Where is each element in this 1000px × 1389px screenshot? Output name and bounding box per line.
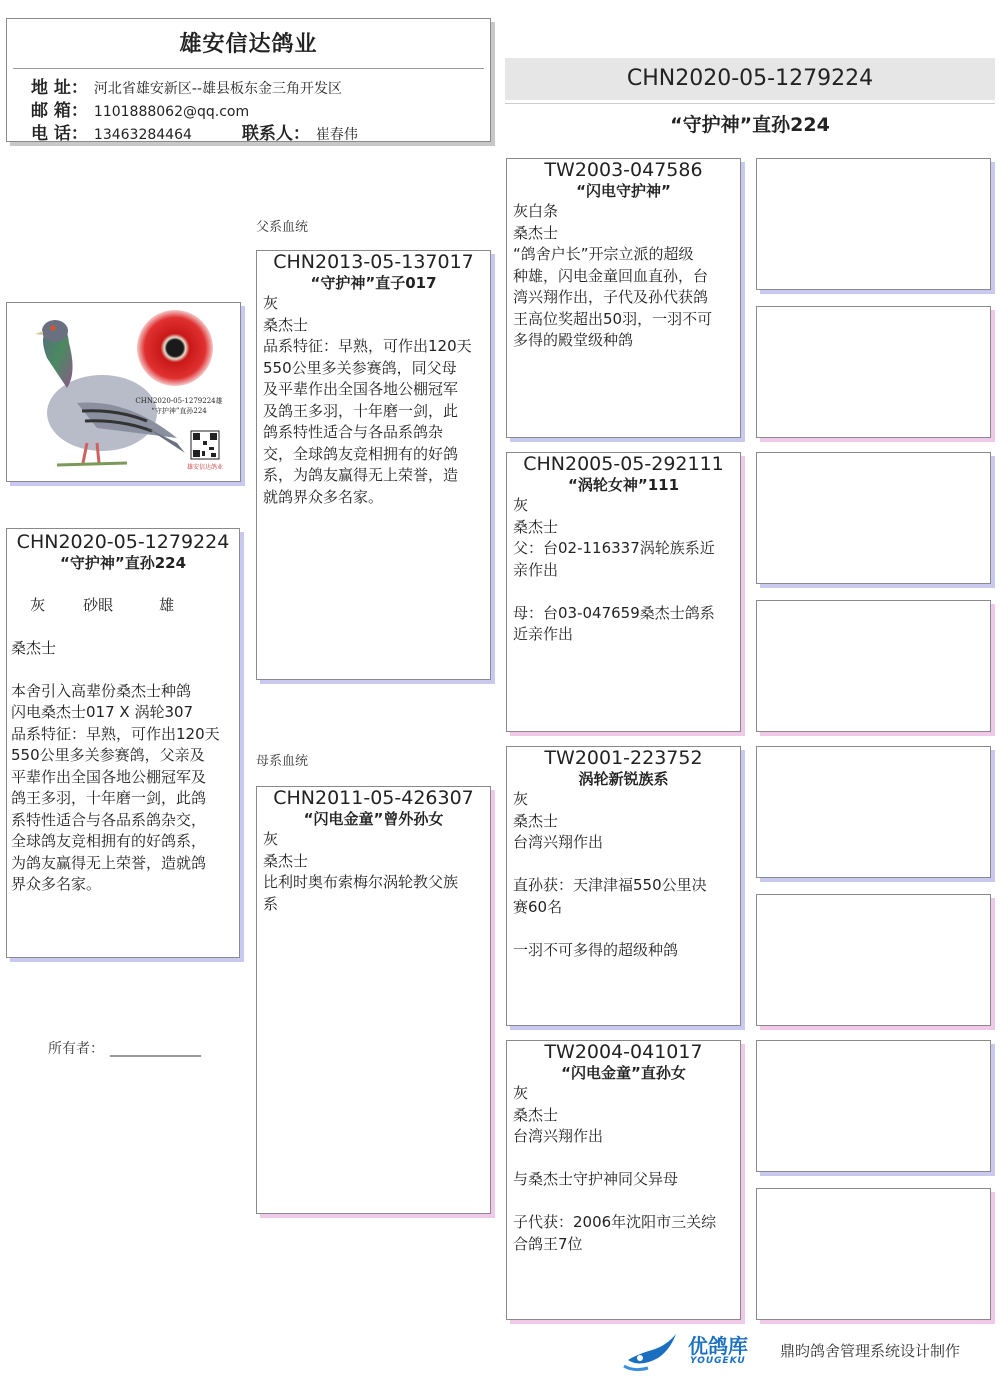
great-grandparent-card-2 <box>756 306 991 438</box>
sd-line: 近亲作出 <box>513 625 574 643</box>
ss-line: 湾兴翔作出，子代及孙代获鸽 <box>513 288 709 306</box>
sire-line: 灰 <box>263 294 279 312</box>
phone-value: 13463284464 <box>93 127 192 143</box>
sire-line: 交，全球鸽友竞相拥有的好鸽 <box>263 444 459 463</box>
dam-dam-card <box>506 1040 741 1320</box>
subject-line: 界众多名家。 <box>11 875 102 893</box>
sire-line: 及鸽王多羽，十年磨一剑，此 <box>263 401 459 420</box>
subject-line: 品系特征：早熟，可作出120天 <box>11 724 220 743</box>
ds-ring: TW2001-223752 <box>544 747 703 769</box>
subject-description <box>7 681 239 896</box>
ds-line: 桑杰士 <box>513 811 559 830</box>
great-grandparent-card-8 <box>756 1188 991 1320</box>
sd-line: 父：台02-116337涡轮族系近 <box>513 539 715 557</box>
great-grandparent-card-1 <box>756 158 991 290</box>
sire-line: 鸽系特性适合与各品系鸽杂 <box>263 423 444 441</box>
ds-line: 灰 <box>513 790 529 808</box>
sire-card <box>256 250 491 680</box>
dam-line: 系 <box>263 894 279 913</box>
sire-line: 系，为鸽友赢得无上荣誉，造 <box>263 466 459 484</box>
ds-line: 直孙获：天津津福550公里决 <box>513 876 707 894</box>
address-row <box>31 77 490 100</box>
ds-line: 赛60名 <box>513 897 563 916</box>
photo-caption-name: “守护神”直孙224 <box>151 407 207 415</box>
ss-line: 多得的殿堂级种鸽 <box>513 331 634 349</box>
sire-line: 桑杰士 <box>263 315 309 334</box>
email-label: 邮 箱： <box>31 101 88 121</box>
dam-card <box>256 786 491 1214</box>
address-value: 河北省雄安新区--雄县板东金三角开发区 <box>93 81 343 97</box>
subject-name: “守护神”直孙224 <box>59 554 187 572</box>
subject-line: 550公里多关参赛鸽，父亲及 <box>11 746 205 764</box>
ss-line: 王高位奖超出50羽，一羽不可 <box>513 309 713 328</box>
subject-ring: CHN2020-05-1279224 <box>16 531 230 553</box>
sd-line: 母：台03-047659桑杰士鸽系 <box>513 603 715 622</box>
dd-ring: TW2004-041017 <box>544 1041 703 1063</box>
subject-line: 平辈作出全国各地公棚冠军及 <box>11 767 207 786</box>
sire-name: “守护神”直子017 <box>310 274 437 292</box>
owner-blank: _____________ <box>110 1041 201 1057</box>
sire-section-label: 父系血统 <box>256 220 309 235</box>
subject-attributes <box>7 573 239 638</box>
dam-name: “闪电金童”曾外孙女 <box>303 810 444 828</box>
dam-section-label: 母系血统 <box>256 754 309 769</box>
banner-name: “守护神”直孙224 <box>670 114 830 136</box>
subject-line: 鸽王多羽，十年磨一剑，此鸽 <box>11 789 207 807</box>
dd-line: 与桑杰士守护神同父异母 <box>513 1170 679 1188</box>
banner-underline <box>505 103 995 104</box>
subject-line: 系特性适合与各品系鸽杂交， <box>11 810 207 829</box>
sd-line: 亲作出 <box>513 560 559 579</box>
footer-logo <box>620 1328 770 1372</box>
ss-line: 灰白条 <box>513 202 559 220</box>
owner-label: 所有者： <box>48 1041 104 1057</box>
sd-name: “涡轮女神”111 <box>567 476 680 494</box>
subject-line: 本舍引入高辈份桑杰士种鸽 <box>11 681 192 700</box>
phone-row <box>31 123 490 146</box>
dam-line: 桑杰士 <box>263 851 309 870</box>
dd-line: 灰 <box>513 1084 529 1102</box>
qr-code-icon <box>191 431 219 459</box>
ss-line: 桑杰士 <box>513 223 559 242</box>
ds-line: 台湾兴翔作出 <box>513 833 604 851</box>
dd-line: 子代获：2006年沈阳市三关综 <box>513 1213 717 1231</box>
ss-name: “闪电守护神” <box>576 182 671 200</box>
phone-label: 电 话： <box>31 124 88 144</box>
contact-label: 联系人： <box>241 124 310 144</box>
sd-line: 灰 <box>513 496 529 514</box>
swirl-logo-icon <box>620 1328 680 1372</box>
email-value: 1101888062@qq.com <box>93 104 250 120</box>
address-label: 地 址： <box>31 78 88 98</box>
pigeon-image <box>7 303 240 481</box>
sire-line: 就鸽界众多名家。 <box>263 487 384 506</box>
footer-credit: 鼎昀鸽舍管理系统设计制作 <box>780 1342 961 1360</box>
dam-line: 比利时奥布索梅尔涡轮教父族 <box>263 873 459 891</box>
great-grandparent-card-3 <box>756 452 991 584</box>
ds-line: 一羽不可多得的超级种鸽 <box>513 940 679 959</box>
photo-loft-name: 雄安信达鸽业 <box>186 464 224 471</box>
dam-line: 灰 <box>263 830 279 848</box>
dam-sire-card <box>506 746 741 1026</box>
great-grandparent-card-5 <box>756 746 991 878</box>
dd-line: 台湾兴翔作出 <box>513 1127 604 1145</box>
ss-line: “鸽舍户长”开宗立派的超级 <box>513 245 694 263</box>
subject-line: 为鸽友赢得无上荣誉，造就鸽 <box>11 853 207 872</box>
contact-value: 崔春伟 <box>315 127 358 143</box>
sd-line: 桑杰士 <box>513 517 559 536</box>
logo-en-text: YOUGEKU <box>690 1356 746 1366</box>
ss-ring: TW2003-047586 <box>544 159 703 181</box>
sire-ring: CHN2013-05-137017 <box>273 251 474 273</box>
company-name: 雄安信达鸽业 <box>179 32 318 57</box>
great-grandparent-card-6 <box>756 894 991 1026</box>
banner-ring: CHN2020-05-1279224 <box>626 66 874 91</box>
dd-name: “闪电金童”直孙女 <box>561 1064 686 1082</box>
sire-line: 550公里多关参赛鸽，同父母 <box>263 358 457 377</box>
sire-sire-card <box>506 158 741 438</box>
logo-cn-text: 优鸽库 <box>688 1334 748 1358</box>
subject-line: 闪电桑杰士017 X 涡轮307 <box>11 703 194 721</box>
subject-strain: 桑杰士 <box>11 638 57 657</box>
ds-name: 涡轮新锐族系 <box>578 770 669 788</box>
great-grandparent-card-7 <box>756 1040 991 1172</box>
great-grandparent-card-4 <box>756 600 991 732</box>
dd-line: 桑杰士 <box>513 1105 559 1124</box>
photo-caption-ring: CHN2020-05-1279224雄 <box>135 397 223 405</box>
sire-dam-card <box>506 452 741 732</box>
email-row <box>31 100 490 123</box>
header-box <box>6 18 491 142</box>
subject-card <box>6 528 240 958</box>
dam-ring: CHN2011-05-426307 <box>273 787 474 809</box>
sire-line: 及平辈作出全国各地公棚冠军 <box>263 380 459 398</box>
subject-eye: 砂眼 <box>83 595 114 614</box>
owner-line <box>48 1038 201 1058</box>
subject-banner <box>505 58 995 100</box>
subject-color: 灰 <box>30 595 46 614</box>
pigeon-photo <box>6 302 241 482</box>
dd-line: 合鸽王7位 <box>513 1234 583 1253</box>
ss-line: 种雄，闪电金童回血直孙，台 <box>513 266 709 285</box>
subject-line: 全球鸽友竞相拥有的好鸽系， <box>11 832 207 850</box>
sire-line: 品系特征：早熟，可作出120天 <box>263 337 472 355</box>
subject-sex: 雄 <box>159 595 175 614</box>
sd-ring: CHN2005-05-292111 <box>523 453 724 475</box>
